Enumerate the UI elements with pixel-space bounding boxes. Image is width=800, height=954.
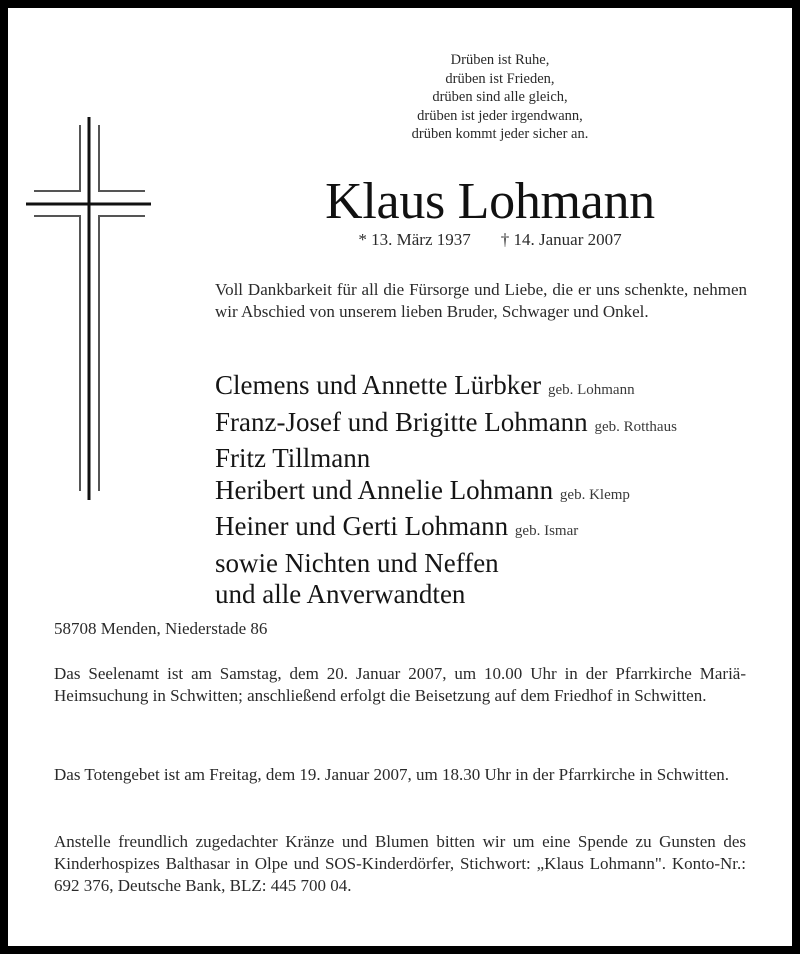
mourner-name: Heiner und Gerti Lohmann [215,511,509,541]
mourner-row [215,475,775,512]
mourner-name: Heribert und Annelie Lohmann [215,474,554,505]
mourner-name: Clemens und Annette Lürbker [215,370,542,400]
mourner-nee: geb. Lohmann [547,382,635,398]
mourner-nee: geb. Rotthaus [594,418,677,435]
intro-text: Voll Dankbarkeit für all die Fürsorge und Liebe, die er uns schenkte, nehmen wir Abschied von unserem lieben Bruder, Schwager und Onkel. [215,280,747,321]
mourner-row [215,443,775,475]
requiem-info: Das Seelenamt ist am Samstag, dem 20. Januar 2007, um 10.00 Uhr in der Pfarrkirche Mariä-Heimsuchung in Schwitten; anschließend erfolgt die Beisetzung auf dem Friedhof in Schwitten. [54,664,746,705]
poem-line: drüben kommt jeder sicher an. [411,126,589,142]
birth-date: * 13. März 1937 [358,230,471,249]
prayer-info: Das Totengebet ist am Freitag, dem 19. Januar 2007, um 18.30 Uhr in der Pfarrkirche in Schwitten. [54,765,730,784]
mourner-nee: geb. Klemp [559,486,630,503]
donation-info: Anstelle freundlich zugedachter Kränze und Blumen bitten wir um eine Spende zu Gunsten des Kinderhospizes Balthasar in Olpe und SOS-Kinderdörfer, Stichwort: „Klaus Lohmann". Konto-Nr.: 692 376, Deutsche Bank, BLZ: 445 700 04. [54,832,746,895]
mourners-list [215,370,775,611]
mourner-row [215,407,775,444]
poem-line: Drüben ist Ruhe, [450,52,550,68]
mourner-row [215,511,775,548]
mourner-nee: geb. Ismar [514,523,579,539]
mourner-row [215,579,775,611]
cross-icon [0,0,180,520]
life-dates [290,230,690,250]
mourner-row [215,370,775,407]
mourner-name: und alle Anverwandten [215,579,466,609]
poem-line: drüben ist jeder irgendwann, [417,107,583,124]
death-date: † 14. Januar 2007 [500,230,622,249]
mourner-row [215,548,775,580]
deceased-name: Klaus Lohmann [325,173,655,230]
family-address: 58708 Menden, Niederstade 86 [54,619,268,638]
poem [350,51,650,144]
mourner-name: sowie Nichten und Neffen [215,547,499,578]
mourner-name: Fritz Tillmann [215,443,371,473]
poem-line: drüben ist Frieden, [445,70,555,87]
poem-line: drüben sind alle gleich, [432,89,568,105]
mourner-name: Franz-Josef und Brigitte Lohmann [215,406,588,437]
